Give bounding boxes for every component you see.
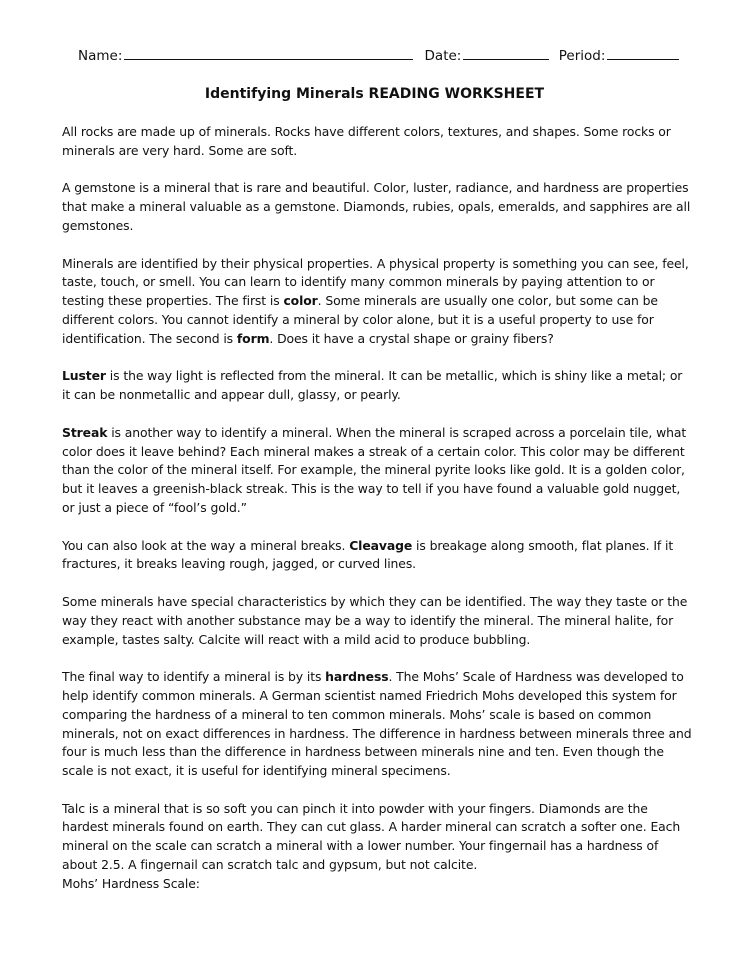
name-label: Name: [78, 48, 123, 64]
term-hardness: hardness [325, 669, 389, 685]
date-label: Date: [424, 48, 462, 64]
paragraph-luster [62, 367, 694, 405]
paragraph-streak [62, 424, 694, 518]
cleavage-text-a: You can also look at the way a mineral breaks. [62, 537, 350, 553]
paragraph-hardness [62, 668, 694, 781]
period-blank-field[interactable] [607, 45, 679, 60]
reading-text [62, 123, 694, 894]
p3-text-a: Minerals are identified by their physical properties. A physical property is something you can see, feel, taste, touch, or smell. You can learn to identify many common minerals by paying attention to or testing these properties. The first is [62, 255, 689, 309]
paragraph-gemstone: A gemstone is a mineral that is rare and beautiful. Color, luster, radiance, and hardness are properties that make a mineral valuable as a gemstone. Diamonds, rubies, opals, emeralds, and sapphires are all gemstones. [62, 180, 691, 233]
term-form: form [236, 330, 270, 346]
date-blank-field[interactable] [463, 45, 548, 60]
paragraph-cleavage [62, 537, 694, 575]
name-blank-field[interactable] [124, 45, 412, 60]
mohs-scale-label: Mohs’ Hardness Scale: [62, 875, 200, 891]
term-cleavage: Cleavage [349, 537, 413, 553]
streak-text: is another way to identify a mineral. When the mineral is scraped across a porcelain tile, what color does it leave behind? Each mineral makes a streak of a certain color. This color may be different than the color of the mineral itself. For example, the mineral pyrite looks like gold. It is a golden color, but it leaves a greenish-black streak. This is the way to tell if you have found a valuable gold nugget, or just a piece of “fool’s gold.” [62, 424, 687, 515]
paragraph-rocks: All rocks are made up of minerals. Rocks have different colors, textures, and shapes. Some rocks or minerals are very hard. Some are soft. [62, 124, 671, 158]
term-color: color [283, 293, 318, 309]
term-luster: Luster [62, 368, 106, 384]
p3-text-c: . Some minerals are usually one color, but some can be different colors. You cannot identify a mineral by color alone, but it is a useful property to use for identification. The second is [62, 293, 658, 346]
paragraph-physical-properties [62, 255, 694, 349]
student-info-header [78, 45, 679, 65]
period-label: Period: [558, 48, 606, 64]
worksheet-title: Identifying Minerals READING WORKSHEET [204, 86, 545, 102]
p3-text-e: . Does it have a crystal shape or grainy fibers? [269, 330, 554, 346]
luster-text: is the way light is reflected from the mineral. It can be metallic, which is shiny like a metal; or it can be nonmetallic and appear dull, glassy, or pearly. [62, 368, 683, 403]
paragraph-talc: Talc is a mineral that is so soft you can pinch it into powder with your fingers. Diamonds are the hardest minerals found on earth. They can cut glass. A harder mineral can scratch a softer one. Each mineral on the scale can scratch a mineral with a lower number. Your fingernail has a hardness of about 2.5. A fingernail can scratch talc and gypsum, but not calcite. [62, 800, 681, 873]
hardness-text-a: The final way to identify a mineral is by its [62, 669, 326, 685]
cleavage-text-b: is breakage along smooth, flat planes. If it fractures, it breaks leaving rough, jagged, or curved lines. [62, 537, 674, 572]
paragraph-special-characteristics: Some minerals have special characteristics by which they can be identified. The way they taste or the way they react with another substance may be a way to identify the mineral. The mineral halite, for example, tastes salty. Calcite will react with a mild acid to produce bubbling. [62, 593, 688, 647]
term-streak: Streak [62, 424, 108, 440]
hardness-text-b: . The Mohs’ Scale of Hardness was developed to help identify common minerals. A German scientist named Friedrich Mohs developed this system for comparing the hardness of a mineral to ten common minerals. Mohs’ scale is based on common minerals, not on exact differences in hardness. The difference in hardness between minerals three and four is much less than the difference in hardness between minerals nine and ten. Even though the scale is not exact, it is useful for identifying mineral specimens. [62, 669, 692, 779]
